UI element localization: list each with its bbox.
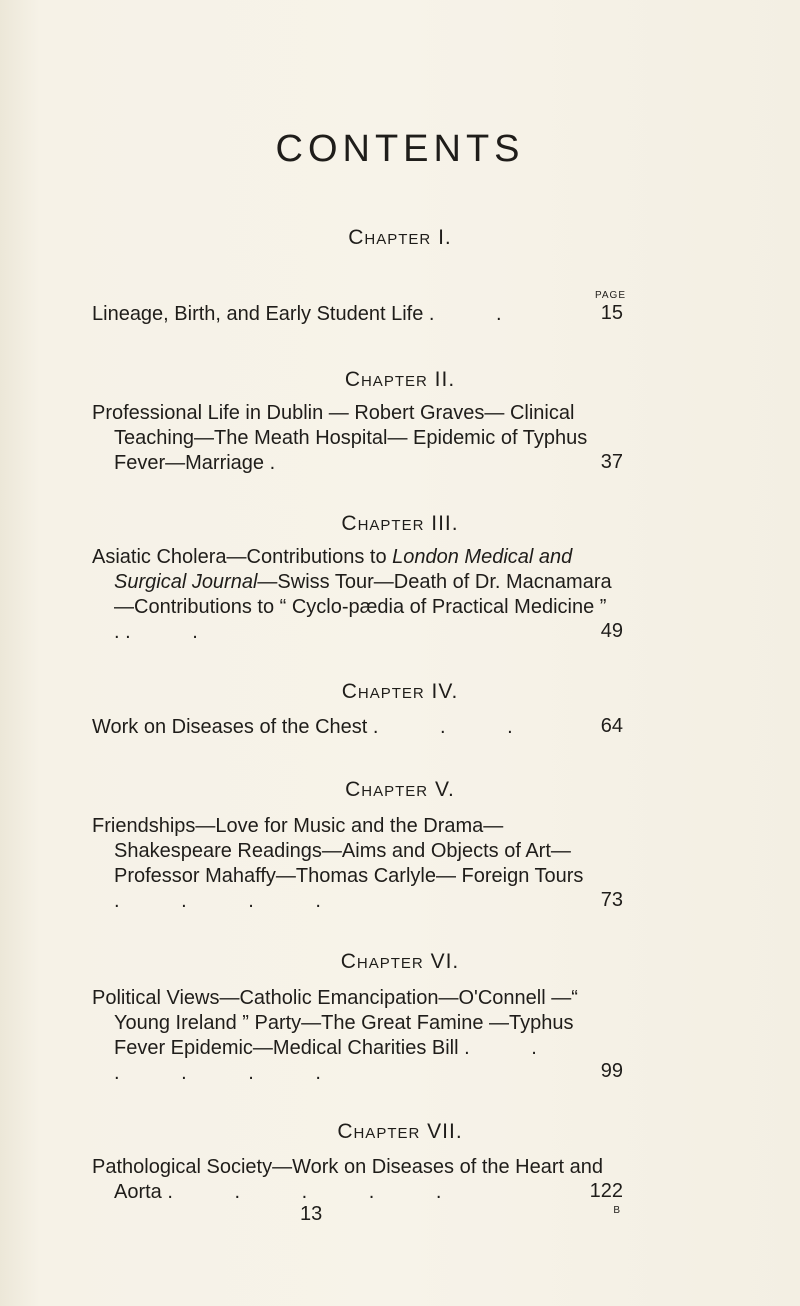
page-title: CONTENTS (275, 128, 525, 170)
chapter-3-text-post: —Swiss Tour—Death of Dr. Macnamara—Contributions to “ Cyclo-pædia of Practical Medicine ” . (114, 571, 612, 643)
chapter-heading-6: Chapter VI. (340, 950, 460, 973)
chapter-heading-1: Chapter I. (348, 226, 452, 249)
chapter-4-leader: . . . (372, 716, 541, 738)
chapter-3-leader: . . (125, 621, 226, 643)
chapter-1-text: Lineage, Birth, and Early Student Life (92, 303, 424, 325)
chapter-5-text: Friendships—Love for Music and the Drama— Shakespeare Readings—Aims and Objects of Art—Professor Mahaffy—Thomas Carlyle— Foreign Tours (92, 815, 584, 887)
chapter-heading-5: Chapter V. (345, 778, 455, 801)
chapter-7-leader: . . . . . (167, 1181, 470, 1203)
chapter-7-page-number: 122 (589, 1180, 623, 1202)
chapter-7-summary (92, 1155, 612, 1205)
chapter-2-page-number: 37 (600, 451, 623, 473)
signature-mark: B (613, 1205, 620, 1216)
chapter-3-page-number: 49 (600, 620, 623, 642)
chapter-5-leader: . . . . (114, 890, 349, 912)
chapter-heading-2: Chapter II. (344, 368, 456, 391)
chapter-6-text: Political Views—Catholic Emancipation—O'Connell —“ Young Ireland ” Party—The Great Famine —Typhus Fever Epidemic—Medical Charities Bill (92, 987, 578, 1059)
chapter-5-summary (92, 814, 612, 914)
page-folio: 13 (300, 1203, 323, 1225)
chapter-6-leader: . . . . . . (114, 1037, 565, 1084)
page-column-label: PAGE (594, 290, 626, 301)
chapter-4-text: Work on Diseases of the Chest (92, 716, 368, 738)
chapter-2-leader: . (269, 452, 304, 474)
chapter-heading-4: Chapter IV. (341, 680, 459, 703)
chapter-1-leader: . . (428, 303, 530, 325)
chapter-7-text: Pathological Society—Work on Diseases of the Heart and Aorta (92, 1156, 604, 1203)
chapter-6-page-number: 99 (600, 1060, 623, 1082)
chapter-3-text-pre: Asiatic Cholera—Contributions to (92, 546, 393, 568)
chapter-heading-7: Chapter VII. (337, 1120, 463, 1143)
chapter-4-page-number: 64 (600, 715, 623, 737)
chapter-4-summary (92, 715, 612, 740)
chapter-1-summary (92, 302, 612, 327)
chapter-5-page-number: 73 (600, 889, 623, 911)
chapter-3-summary (92, 545, 612, 645)
chapter-heading-3: Chapter III. (341, 512, 459, 535)
chapter-2-summary (92, 401, 612, 476)
chapter-6-summary (92, 986, 612, 1086)
chapter-2-text: Professional Life in Dublin — Robert Graves— Clinical Teaching—The Meath Hospital— Epidemic of Typhus Fever—Marriage (92, 402, 588, 474)
chapter-1-page-number: 15 (600, 302, 623, 324)
chapter-3-journal-title: London Medical and Surgical Journal (114, 546, 573, 593)
